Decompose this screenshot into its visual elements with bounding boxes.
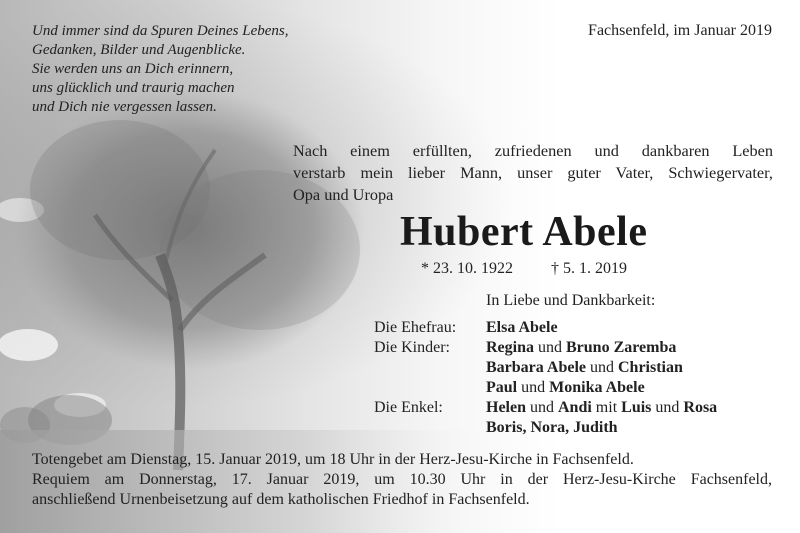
grandchild-name: Rosa <box>683 399 718 416</box>
announcement-line: Nach einem erfüllten, zufriedenen und dankbaren Leben <box>293 141 773 160</box>
service-line: Requiem am Donnerstag, 17. Januar 2019, um 10.30 Uhr in der Herz-Jesu-Kirche Fachsenfeld, <box>32 471 772 488</box>
life-dates <box>421 260 627 278</box>
service-line: anschließend Urnenbeisetzung auf dem katholischen Friedhof in Fachsenfeld. <box>32 491 530 508</box>
place-and-date: Fachsenfeld, im Januar 2019 <box>588 22 772 39</box>
birth-date: * 23. 10. 1922 <box>421 260 513 277</box>
child-name: Paul <box>486 379 518 396</box>
name-joiner: und <box>530 399 554 416</box>
poem-line: uns glücklich und traurig machen <box>32 80 235 96</box>
name-joiner: mit <box>595 399 618 416</box>
grandchild-names: Boris, Nora, Judith <box>486 419 618 436</box>
announcement-line: Opa und Uropa <box>293 185 394 204</box>
poem-line: und Dich nie vergessen lassen. <box>32 99 217 115</box>
child-name: Barbara Abele <box>486 359 586 376</box>
grandchild-name: Helen <box>486 399 526 416</box>
child-name: Regina <box>486 339 534 356</box>
poem-line: Und immer sind da Spuren Deines Lebens, <box>32 23 289 39</box>
grandchild-name: Andi <box>558 399 592 416</box>
announcement-line: verstarb mein lieber Mann, unser guter Vater, Schwiegervater, <box>293 163 773 182</box>
memorial-poem <box>32 22 289 117</box>
poem-line: Gedanken, Bilder und Augenblicke. <box>32 42 246 58</box>
children-label: Die Kinder: <box>374 339 450 356</box>
poem-line: Sie werden uns an Dich erinnern, <box>32 61 234 77</box>
child-partner-name: Monika Abele <box>549 379 645 396</box>
name-joiner: und <box>590 359 614 376</box>
name-joiner: und <box>521 379 546 396</box>
child-partner-name: Bruno Zaremba <box>566 339 677 356</box>
deceased-name: Hubert Abele <box>400 209 648 255</box>
child-partner-name: Christian <box>618 359 683 376</box>
wife-label: Die Ehefrau: <box>374 319 457 336</box>
service-line: Totengebet am Dienstag, 15. Januar 2019, um 18 Uhr in der Herz-Jesu-Kirche in Fachsenfeld. <box>32 451 634 468</box>
service-details <box>32 450 772 510</box>
great-grandchild-name: Luis <box>621 399 652 416</box>
announcement-text <box>293 140 773 206</box>
name-joiner: und <box>538 339 562 356</box>
name-joiner: und <box>655 399 680 416</box>
death-date: † 5. 1. 2019 <box>551 260 627 277</box>
grandchildren-label: Die Enkel: <box>374 399 443 416</box>
wife-name: Elsa Abele <box>486 319 558 336</box>
thanks-line: In Liebe und Dankbarkeit: <box>486 292 656 309</box>
